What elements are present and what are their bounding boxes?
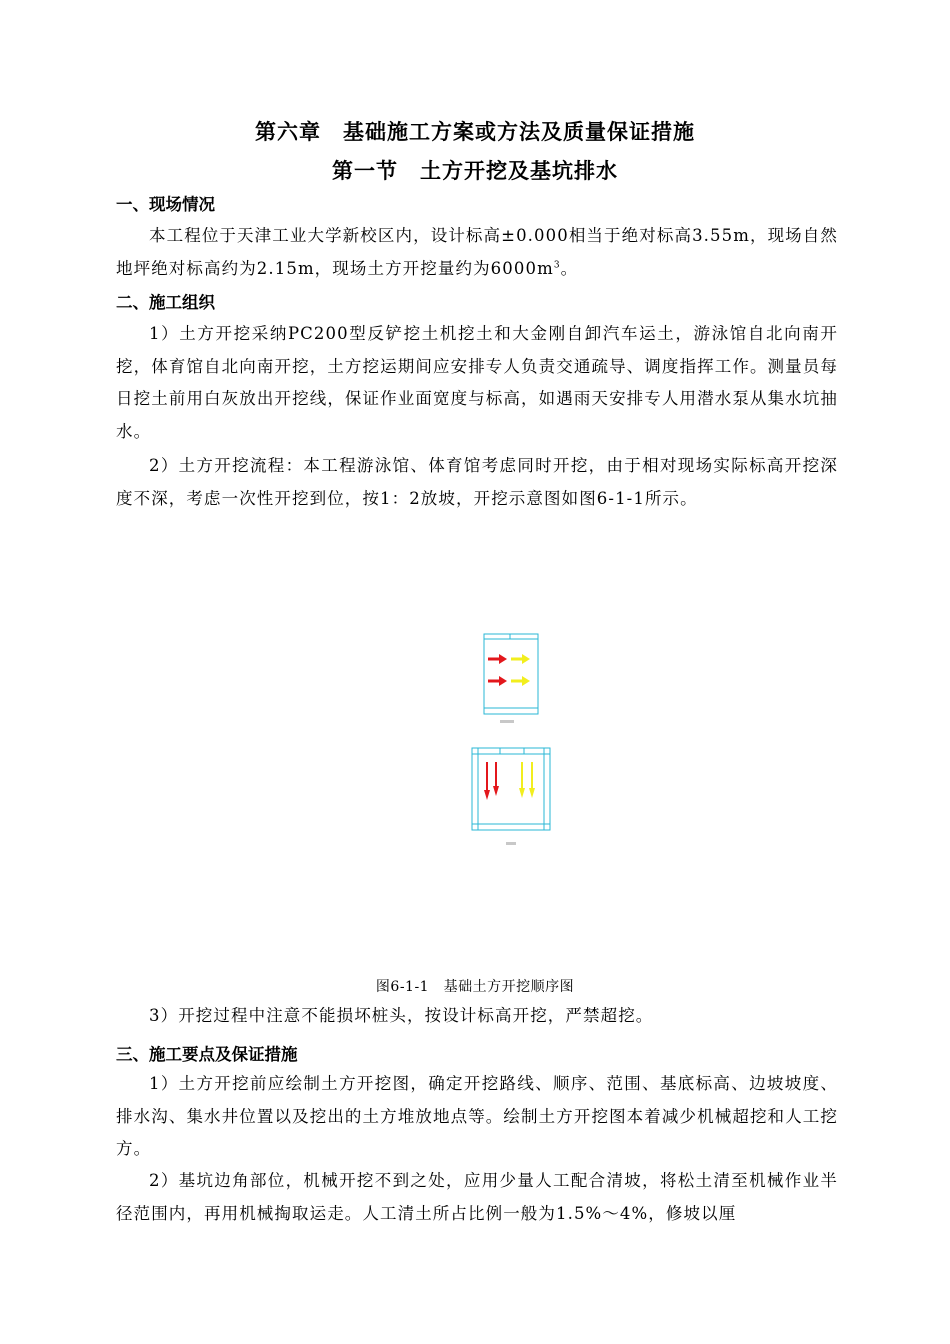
figure-caption: 图6-1-1 基础土方开挖顺序图 — [375, 979, 575, 995]
paragraph-site-conditions — [116, 220, 838, 285]
heading-site-conditions: 一、现场情况 — [116, 195, 215, 214]
top-plan-outline — [484, 634, 538, 714]
chapter-title: 第六章 基础施工方案或方法及质量保证措施 — [255, 120, 695, 144]
bottom-plan-label-mark — [506, 842, 516, 845]
yellow-arrow-right — [511, 676, 530, 686]
paragraph-key-points-1: 1）土方开挖前应绘制土方开挖图，确定开挖路线、顺序、范围、基底标高、边坡坡度、排水沟、集水井位置以及挖出的土方堆放地点等。绘制土方开挖图本着减少机械超挖和人工挖方。 — [116, 1074, 838, 1158]
bottom-plan-diagram — [472, 748, 550, 830]
red-arrow-down — [484, 762, 490, 800]
heading-key-points: 三、施工要点及保证措施 — [116, 1045, 298, 1064]
section-title: 第一节 土方开挖及基坑排水 — [332, 159, 618, 183]
paragraph-tail: 。 — [560, 258, 579, 278]
paragraph-text: 本工程位于天津工业大学新校区内，设计标高±0.000相当于绝对标高3.55m，现场自然地坪绝对标高约为2.15m，现场土方开挖量约为6000m — [116, 226, 838, 278]
bottom-plan-outline — [472, 748, 550, 830]
top-plan-arrows — [488, 654, 530, 686]
red-arrow-right — [488, 676, 507, 686]
excavation-sequence-figure — [440, 620, 590, 860]
red-arrow-right — [488, 654, 507, 664]
yellow-arrow-right — [511, 654, 530, 664]
superscript-three: 3 — [553, 260, 561, 270]
top-plan-label-mark — [500, 720, 514, 723]
yellow-arrow-down — [519, 762, 525, 798]
paragraph-key-points-2: 2）基坑边角部位，机械开挖不到之处，应用少量人工配合清坡，将松土清至机械作业半径范围内，再用机械掏取运走。人工清土所占比例一般为1.5%～4%，修坡以厘 — [116, 1171, 838, 1223]
top-plan-diagram — [484, 634, 538, 714]
red-arrow-down — [493, 762, 499, 796]
yellow-arrow-down — [529, 762, 535, 798]
paragraph-organization-2: 2）土方开挖流程：本工程游泳馆、体育馆考虑同时开挖，由于相对现场实际标高开挖深度不深，考虑一次性开挖到位，按1：2放坡，开挖示意图如图6-1-1所示。 — [116, 456, 838, 508]
heading-organization: 二、施工组织 — [116, 293, 215, 312]
bottom-plan-arrows — [484, 762, 535, 800]
paragraph-after-figure: 3）开挖过程中注意不能损坏桩头，按设计标高开挖，严禁超挖。 — [149, 1006, 654, 1025]
paragraph-organization-1: 1）土方开挖采纳PC200型反铲挖土机挖土和大金刚自卸汽车运土，游泳馆自北向南开挖，体育馆自北向南开挖，土方挖运期间应安排专人负责交通疏导、调度指挥工作。测量员每日挖土前用白灰放出开挖线，保证作业面宽度与标高，如遇雨天安排专人用潜水泵从集水坑抽水。 — [116, 324, 838, 441]
